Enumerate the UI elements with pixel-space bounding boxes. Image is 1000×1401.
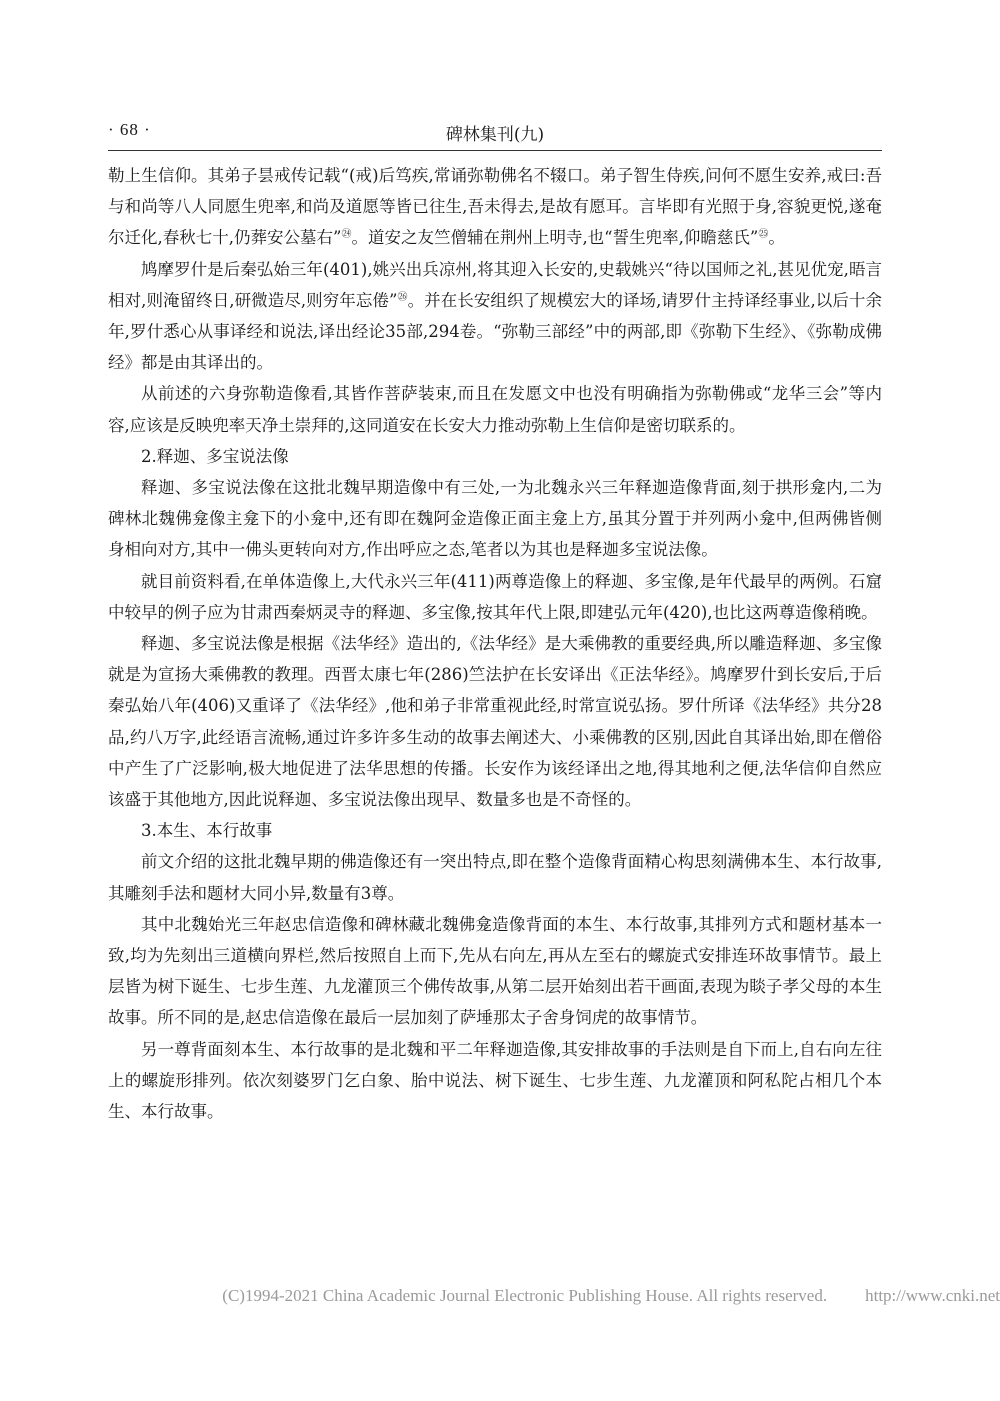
copyright-text: (C)1994-2021 China Academic Journal Electronic Publishing House. All rights reserved.: [222, 1286, 828, 1305]
section-heading: 2.释迦、多宝说法像: [141, 446, 289, 466]
paragraph: 其中北魏始光三年赵忠信造像和碑林藏北魏佛龛造像背面的本生、本行故事,其排列方式和题材基本一致,均为先刻出三道横向界栏,然后按照自上而下,先从右向左,再从左至右的螺旋式安排连环故事情节。最上层皆为树下诞生、七步生莲、九龙灌顶三个佛传故事,从第二层开始刻出若干画面,表现为睒子孝父母的本生故事。所不同的是,赵忠信造像在最后一层加刻了萨埵那太子舍身饲虎的故事情节。: [108, 914, 882, 1028]
paragraph: 释迦、多宝说法像在这批北魏早期造像中有三处,一为北魏永兴三年释迦造像背面,刻于拱形龛内,二为碑林北魏佛龛像主龛下的小龛中,还有即在魏阿金造像正面主龛上方,虽其分置于并列两小龛中,但两佛皆侧身相向对方,其中一佛头更转向对方,作出呼应之态,笔者以为其也是释迦多宝说法像。: [108, 478, 882, 560]
paragraph: 从前述的六身弥勒造像看,其皆作菩萨装束,而且在发愿文中也没有明确指为弥勒佛或“龙华三会”等内容,应该是反映兜率天净土崇拜的,这同道安在长安大力推动弥勒上生信仰是密切联系的。: [108, 384, 882, 435]
journal-title: 碑林集刊(九): [445, 125, 545, 145]
paragraph: 就目前资料看,在单体造像上,大代永兴三年(411)两尊造像上的释迦、多宝像,是年代最早的两例。石窟中较早的例子应为甘肃西秦炳灵寺的释迦、多宝像,按其年代上限,即建弘元年(420),也比这两尊造像稍晚。: [108, 571, 882, 622]
paragraph: 另一尊背面刻本生、本行故事的是北魏和平二年释迦造像,其安排故事的手法则是自下而上,自右向左往上的螺旋形排列。依次刻婆罗门乞白象、胎中说法、树下诞生、七步生莲、九龙灌顶和阿私陀占相几个本生、本行故事。: [108, 1039, 882, 1122]
paragraph: 前文介绍的这批北魏早期的佛造像还有一突出特点,即在整个造像背面精心构思刻满佛本生、本行故事,其雕刻手法和题材大同小异,数量有3尊。: [108, 852, 882, 903]
section-heading: 3.本生、本行故事: [141, 821, 273, 841]
paragraph: 鸠摩罗什是后秦弘始三年(401),姚兴出兵凉州,将其迎入长安的,史载姚兴“待以国师之礼,甚见优宠,晤言相对,则淹留终日,研微造尽,则穷年忘倦”$^㉖$。并在长安组织了规模宏大的译场,请罗什主持译经事业,以后十余年,罗什悉心从事译经和说法,译出经论35部,294卷。“弥勒三部经”中的两部,即《弥勒下生经》、《弥勒成佛经》都是由其译出的。: [108, 259, 882, 373]
paragraph: 勒上生信仰。其弟子昙戒传记载“(戒)后笃疾,常诵弥勒佛名不辍口。弟子智生侍疾,问何不愿生安养,戒曰:吾与和尚等八人同愿生兜率,和尚及道愿等皆已往生,吾未得去,是故有愿耳。言毕即有光照于身,容貌更悦,遂奄尔迁化,春秋七十,仍葬安公墓右”$^㉔$。道安之友竺僧辅在荆州上明寺,也“誓生兜率,仰瞻慈氏”$^㉕$。: [108, 166, 882, 248]
article-body: [108, 160, 882, 1127]
footnote-ref[interactable]: ㉕: [758, 229, 769, 241]
footnote-ref[interactable]: ㉔: [341, 229, 352, 241]
page-number: · 68 ·: [108, 120, 151, 139]
footnote-ref[interactable]: ㉖: [397, 291, 408, 303]
cnki-link[interactable]: http://www.cnki.net: [865, 1286, 1000, 1305]
paragraph: 释迦、多宝说法像是根据《法华经》造出的,《法华经》是大乘佛教的重要经典,所以雕造释迦、多宝像就是为宣扬大乘佛教的教理。西晋太康七年(286)竺法护在长安译出《正法华经》。鸠摩罗什到长安后,于后秦弘始八年(406)又重译了《法华经》,他和弟子非常重视此经,时常宣说弘扬。罗什所译《法华经》共分28品,约八万字,此经语言流畅,通过许多许多生动的故事去阐述大、小乘佛教的区别,因此自其译出始,即在僧俗中产生了广泛影响,极大地促进了法华思想的传播。长安作为该经译出之地,得其地利之便,法华信仰自然应该盛于其他地方,因此说释迦、多宝说法像出现早、数量多也是不奇怪的。: [108, 634, 882, 810]
footer-notice: [0, 1286, 1000, 1306]
header-rule: [108, 150, 882, 151]
running-header: [108, 120, 882, 146]
